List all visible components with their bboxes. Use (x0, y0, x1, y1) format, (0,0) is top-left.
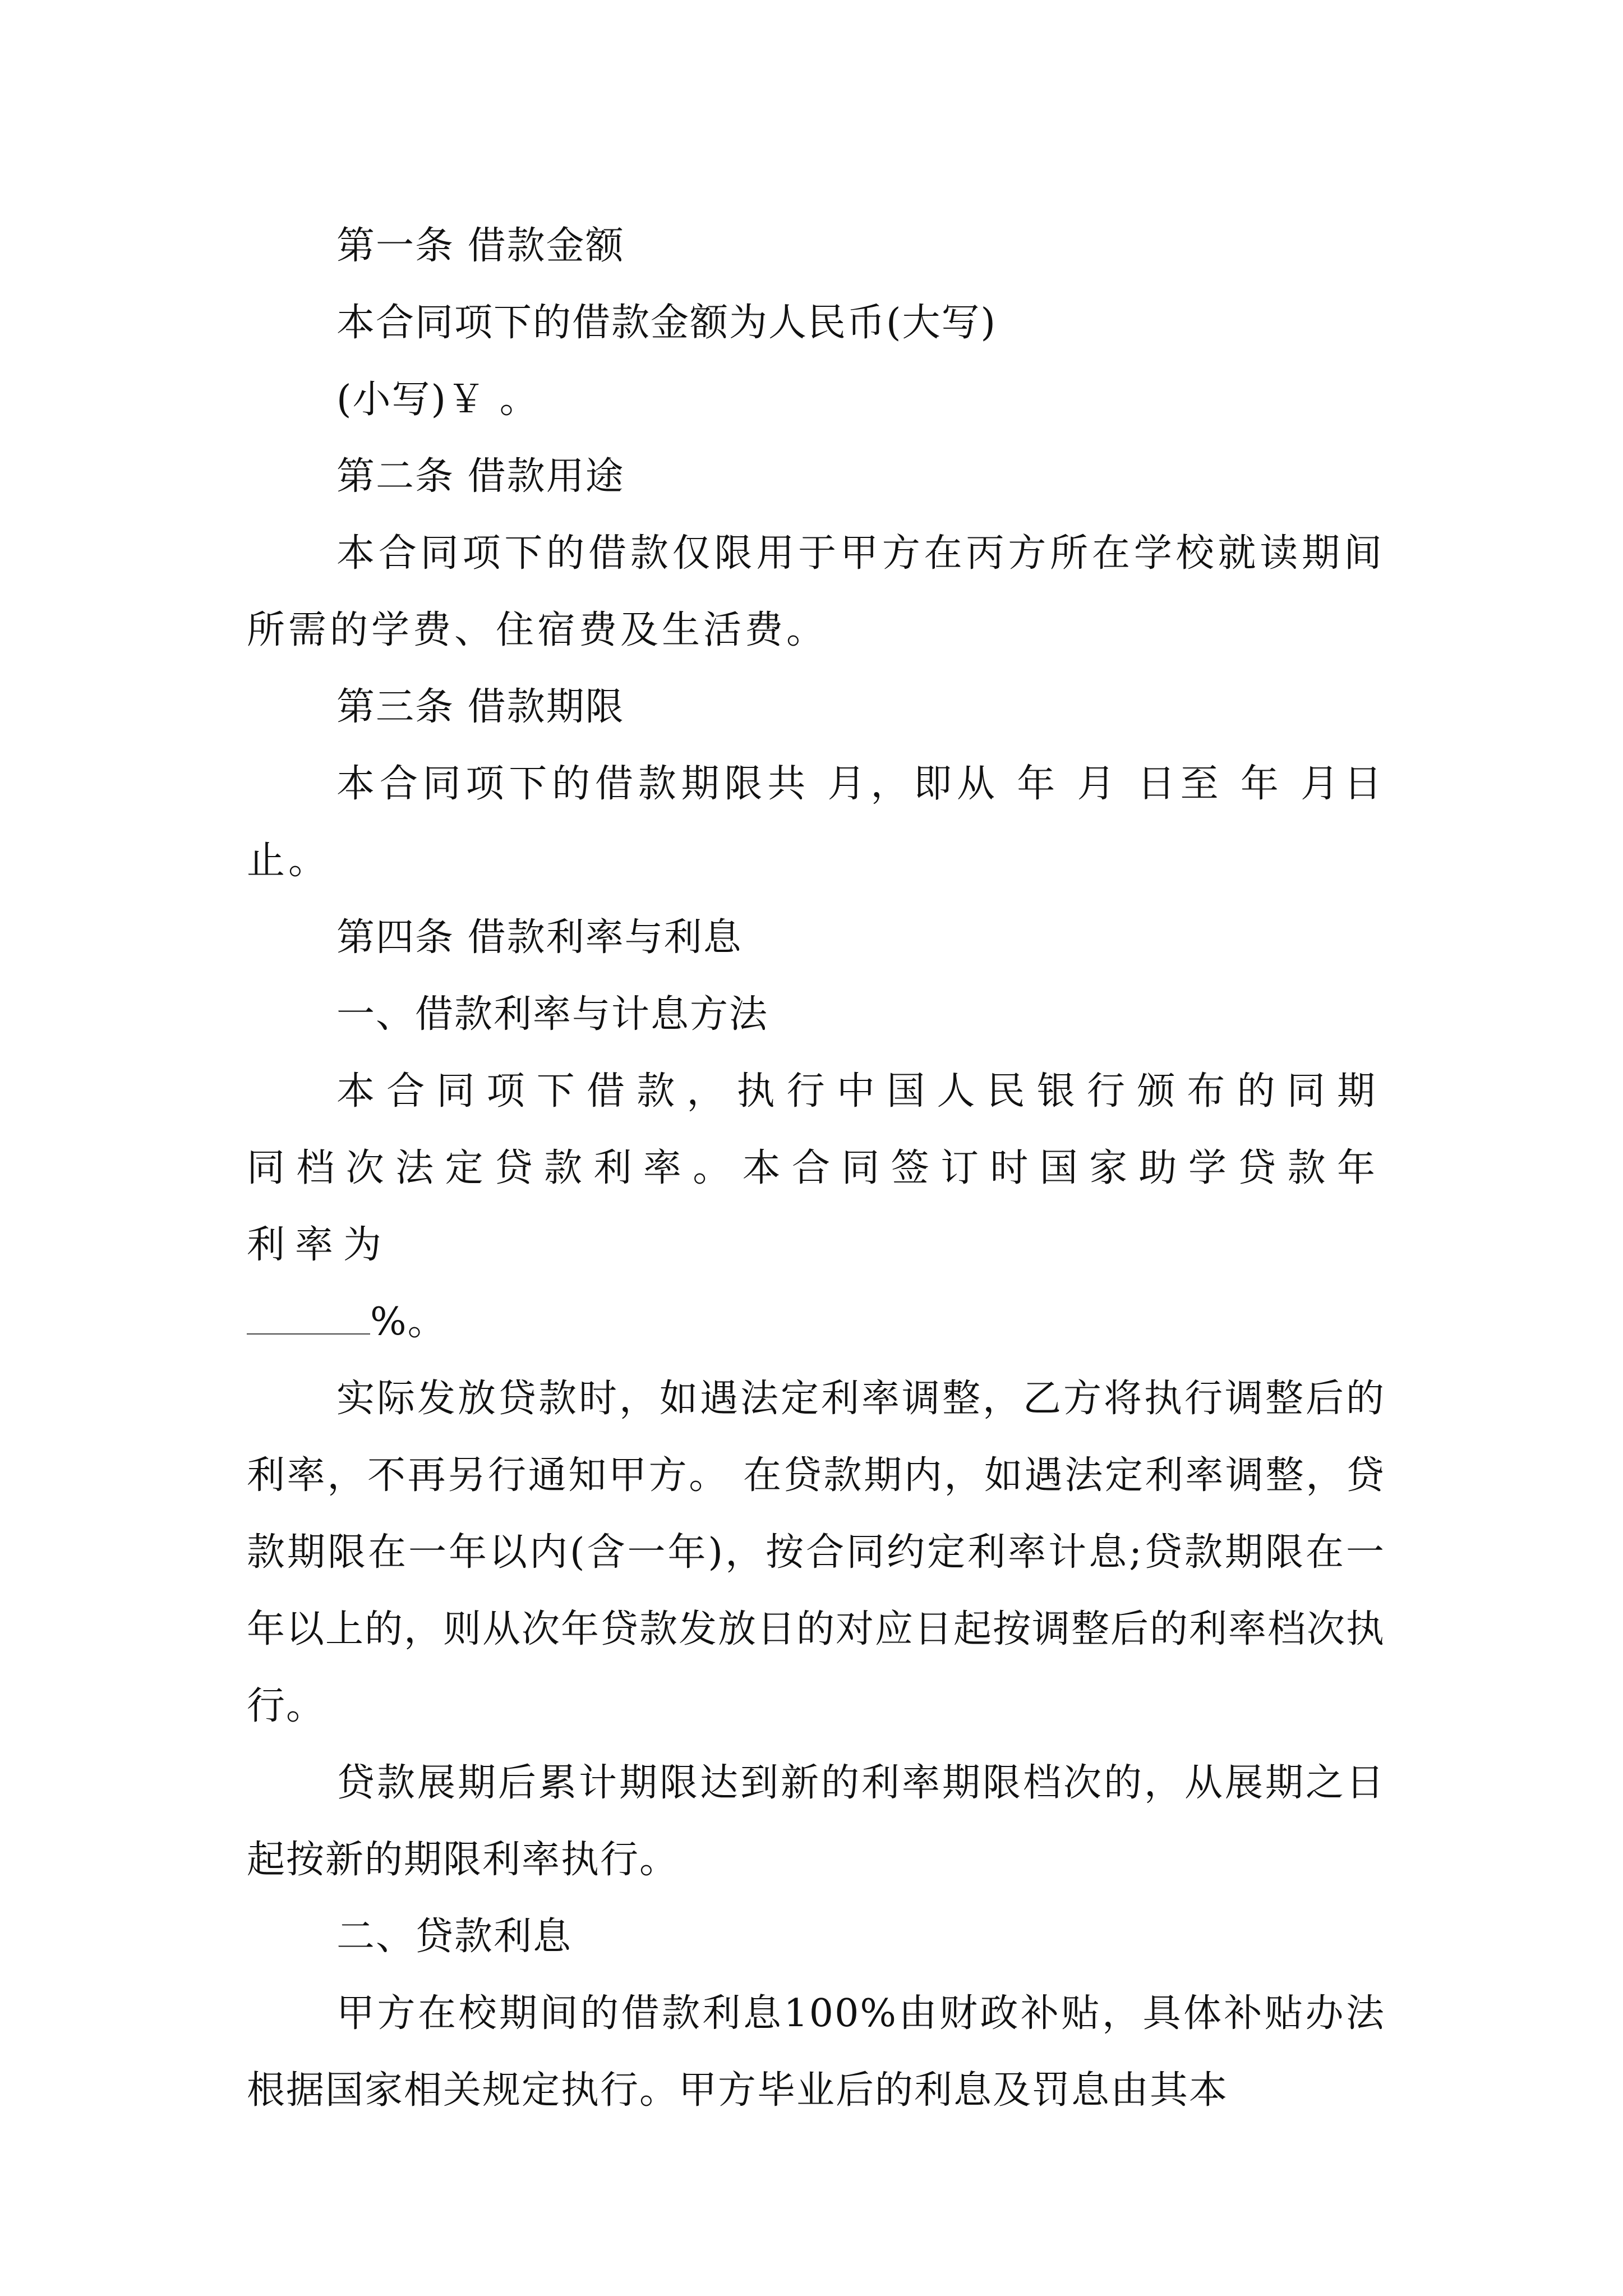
loan-interest-paragraph: 甲方在校期间的借款利息100%由财政补贴，具体补贴办法根据国家相关规定执行。甲方毕业后的利息及罚息由其本 (247, 1991, 1385, 2113)
article-1-amount-uppercase: 本合同项下的借款金额为人民币(大写) (336, 301, 997, 345)
interest-rate-blank-line (247, 1283, 1385, 1360)
rate-adjustment-paragraph: 实际发放贷款时，如遇法定利率调整，乙方将执行调整后的利率，不再另行通知甲方。 在贷款期内，如遇法定利率调整，贷款期限在一年以内(含一年)，按合同约定利率计息;贷款期限在一年以上的，则从次年贷款发放日的对应日起按调整后的利率档次执行。 (247, 1377, 1386, 1728)
section-1-heading: 一、借款利率与计息方法 (336, 992, 769, 1037)
section-2-heading: 二、贷款利息 (336, 1915, 573, 1959)
article-3-body: 本合同项下的借款期限共 月，即从 年 月 日至 年 月日止。 (247, 762, 1385, 883)
interest-rate-paragraph: 本合同项下借款，执行中国人民银行颁布的同期同档次法定贷款利率。本合同签订时国家助学贷款年利率为 (247, 1069, 1385, 1267)
article-1-heading: 第一条 借款金额 (336, 224, 625, 268)
article-3-heading: 第三条 借款期限 (336, 685, 625, 729)
article-2-body: 本合同项下的借款仅限用于甲方在丙方所在学校就读期间所需的学费、住宿费及生活费。 (247, 531, 1385, 652)
article-4-heading: 第四条 借款利率与利息 (336, 915, 743, 960)
extension-paragraph: 贷款展期后累计期限达到新的利率期限档次的，从展期之日起按新的期限利率执行。 (247, 1761, 1385, 1882)
article-1-amount-lowercase: (小写)￥ 。 (336, 378, 539, 422)
document-body (247, 208, 1385, 2129)
interest-rate-blank (247, 1305, 370, 1335)
interest-rate-percent: %。 (370, 1300, 447, 1344)
article-2-heading: 第二条 借款用途 (336, 454, 625, 499)
